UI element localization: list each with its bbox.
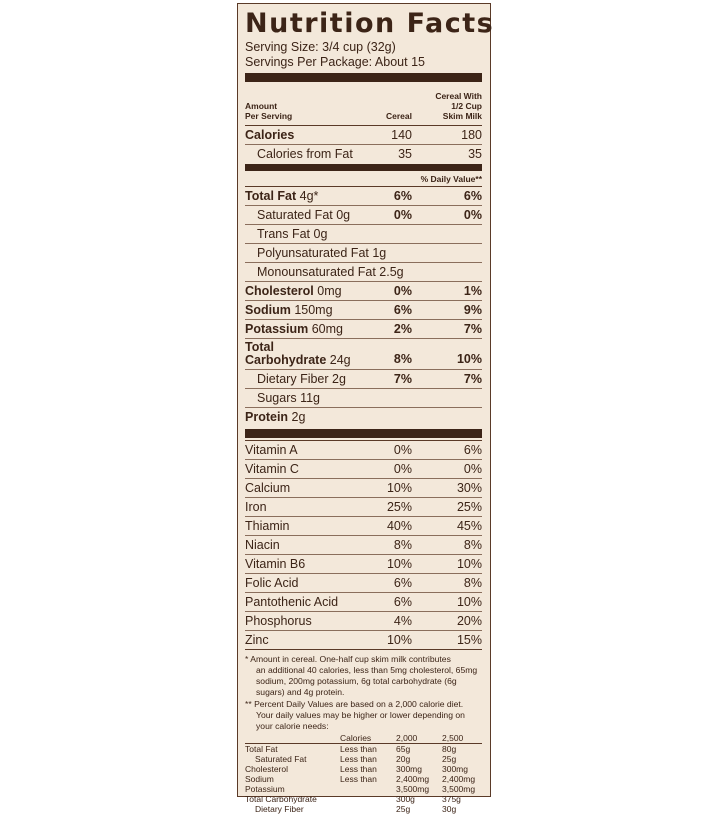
total-fat-name [245, 187, 318, 205]
vitamin-row [245, 497, 482, 516]
carb-row [245, 338, 482, 369]
vitamin-milk: 30% [456, 481, 482, 495]
daily-value-table-cell: 300mg [396, 764, 422, 774]
vitamin-cereal: 10% [386, 557, 412, 571]
vitamins-list [245, 440, 482, 649]
vitamin-milk: 20% [456, 614, 482, 628]
potassium-amount: 60mg [311, 322, 343, 336]
daily-value-table-row [245, 804, 482, 814]
vitamin-cereal: 6% [393, 576, 412, 590]
daily-value-table-cell: Total Carbohydrate [245, 794, 317, 804]
servings-per-package: Servings Per Package: About 15 [245, 55, 425, 69]
trans-fat-row [245, 224, 482, 243]
daily-value-table-cell: Cholesterol [245, 764, 288, 774]
footnote2-first: ** Percent Daily Values are based on a 2,000 calorie diet. [245, 699, 464, 709]
daily-value-table-cell: Less than [340, 774, 377, 784]
daily-value-table-cell: 2,400mg [396, 774, 430, 784]
protein-row [245, 407, 482, 426]
calories-fat-row [245, 144, 482, 163]
vitamin-milk: 8% [463, 538, 482, 552]
vitamin-name: Folic Acid [245, 576, 299, 590]
col2-line2: 1/2 Cup [451, 101, 482, 111]
vitamin-row [245, 611, 482, 630]
vitamin-cereal: 40% [386, 519, 412, 533]
vitamin-name: Phosphorus [245, 614, 312, 628]
vitamin-name: Vitamin C [245, 462, 299, 476]
vitamin-cereal: 0% [393, 443, 412, 457]
sodium-label: Sodium [245, 303, 291, 317]
fiber-cereal: 7% [393, 372, 412, 386]
vitamin-row [245, 535, 482, 554]
vitamin-milk: 10% [456, 595, 482, 609]
daily-value-header: % Daily Value** [420, 174, 482, 184]
calories-milk: 180 [461, 128, 482, 142]
daily-value-table-cell: 300g [396, 794, 415, 804]
protein-amount: 2g [291, 410, 306, 424]
daily-value-table-cell: 30g [442, 804, 457, 814]
col2-line3: Skim Milk [442, 111, 482, 121]
calories-fat-milk: 35 [468, 147, 482, 161]
protein-name [245, 408, 305, 426]
vitamin-row [245, 554, 482, 573]
cholesterol-cereal: 0% [393, 284, 412, 298]
vitamin-milk: 45% [456, 519, 482, 533]
fiber-label: Dietary Fiber 2g [257, 372, 346, 386]
daily-value-table-row [245, 774, 482, 784]
vitamin-cereal: 10% [386, 481, 412, 495]
sodium-row [245, 300, 482, 319]
carb-label-line1: Total [245, 340, 274, 354]
footnote1-first: * Amount in cereal. One-half cup skim milk contributes [245, 654, 451, 664]
vitamin-row [245, 630, 482, 649]
potassium-name [245, 320, 343, 338]
serving-size: Serving Size: 3/4 cup (32g) [245, 40, 396, 54]
daily-value-table-cell: 25g [442, 754, 457, 764]
total-fat-row [245, 186, 482, 205]
daily-value-table-cell: 3,500mg [442, 784, 476, 794]
sat-fat-row [245, 205, 482, 224]
vitamin-milk: 15% [456, 633, 482, 647]
vitamin-cereal: 6% [393, 595, 412, 609]
vitamin-milk: 10% [456, 557, 482, 571]
vitamin-name: Zinc [245, 633, 269, 647]
vitamin-row [245, 440, 482, 459]
column-cereal-milk [435, 91, 482, 121]
vitamin-row [245, 592, 482, 611]
sodium-name [245, 301, 333, 319]
sodium-amount: 150mg [294, 303, 333, 317]
daily-value-table-cell: Total Fat [245, 744, 278, 754]
divider-thick [245, 73, 482, 82]
sat-fat-cereal: 0% [393, 208, 412, 222]
per-serving-label: Per Serving [245, 111, 293, 121]
daily-value-table-cell: 25g [396, 804, 411, 814]
daily-value-table-row [245, 764, 482, 774]
calories-cereal: 140 [391, 128, 412, 142]
cholesterol-amount: 0mg [317, 284, 342, 298]
daily-value-table-cell: 300mg [442, 764, 468, 774]
daily-value-table-cell: 2,500 [442, 733, 464, 743]
daily-value-table-cell: 375g [442, 794, 461, 804]
trans-fat-label: Trans Fat 0g [257, 227, 328, 241]
sodium-cereal: 6% [393, 303, 412, 317]
vitamin-milk: 25% [456, 500, 482, 514]
sodium-milk: 9% [463, 303, 482, 317]
vitamin-cereal: 8% [393, 538, 412, 552]
footnote2-rest: Your daily values may be higher or lower depending on your calorie needs: [256, 710, 465, 731]
daily-value-table-cell: Less than [340, 764, 377, 774]
poly-fat-row [245, 243, 482, 262]
total-fat-cereal: 6% [393, 189, 412, 203]
cholesterol-row [245, 281, 482, 300]
divider-medium [245, 164, 482, 171]
potassium-cereal: 2% [393, 322, 412, 336]
amount-label: Amount [245, 101, 278, 111]
daily-value-table-row [245, 744, 482, 754]
cholesterol-label: Cholesterol [245, 284, 314, 298]
vitamin-row [245, 516, 482, 535]
vitamin-name: Vitamin A [245, 443, 298, 457]
carb-name [245, 341, 351, 367]
daily-value-table-cell: Less than [340, 754, 377, 764]
calories-fat-cereal: 35 [398, 147, 412, 161]
potassium-row [245, 319, 482, 338]
carb-amount: 24g [329, 353, 351, 367]
daily-value-table-cell: Dietary Fiber [255, 804, 304, 814]
fiber-row [245, 369, 482, 388]
daily-value-table [245, 733, 482, 814]
daily-value-table-cell: Calories [340, 733, 372, 743]
carb-label-line2: Carbohydrate [245, 353, 327, 367]
vitamin-name: Calcium [245, 481, 291, 495]
daily-value-table-header [245, 733, 482, 744]
divider-thin [245, 649, 482, 650]
carb-cereal: 8% [393, 352, 412, 366]
daily-value-table-cell: 2,000 [396, 733, 418, 743]
sugars-label: Sugars 11g [257, 391, 321, 405]
total-fat-milk: 6% [463, 189, 482, 203]
vitamin-milk: 0% [463, 462, 482, 476]
cholesterol-milk: 1% [463, 284, 482, 298]
vitamin-cereal: 10% [386, 633, 412, 647]
total-fat-amount: 4g* [299, 189, 319, 203]
daily-value-table-row [245, 754, 482, 764]
protein-label: Protein [245, 410, 289, 424]
daily-value-table-cell: 3,500mg [396, 784, 430, 794]
column-header [245, 84, 482, 125]
sugars-row [245, 388, 482, 407]
daily-value-table-cell: Potassium [245, 784, 285, 794]
amount-per-serving [245, 101, 292, 121]
mono-fat-row [245, 262, 482, 281]
daily-value-table-cell: 2,400mg [442, 774, 476, 784]
vitamin-name: Vitamin B6 [245, 557, 306, 571]
calories-row [245, 125, 482, 144]
daily-value-table-cell: 80g [442, 744, 457, 754]
potassium-milk: 7% [463, 322, 482, 336]
potassium-label: Potassium [245, 322, 309, 336]
sat-fat-milk: 0% [463, 208, 482, 222]
divider-thick-vitamins [245, 429, 482, 438]
vitamin-name: Iron [245, 500, 267, 514]
label-title: Nutrition Facts [245, 8, 495, 39]
total-fat-label: Total Fat [245, 189, 297, 203]
calories-label: Calories [245, 128, 295, 142]
vitamin-name: Pantothenic Acid [245, 595, 339, 609]
vitamin-row [245, 478, 482, 497]
vitamin-cereal: 0% [393, 462, 412, 476]
carb-milk: 10% [456, 352, 482, 366]
vitamin-row [245, 459, 482, 478]
cholesterol-name [245, 282, 342, 300]
daily-value-table-cell: 65g [396, 744, 411, 754]
footnote-amount [245, 654, 482, 698]
vitamin-row [245, 573, 482, 592]
vitamin-name: Thiamin [245, 519, 290, 533]
vitamin-cereal: 4% [393, 614, 412, 628]
vitamin-milk: 6% [463, 443, 482, 457]
col2-line1: Cereal With [435, 91, 482, 101]
sat-fat-label: Saturated Fat 0g [257, 208, 351, 222]
vitamin-milk: 8% [463, 576, 482, 590]
vitamin-name: Niacin [245, 538, 280, 552]
daily-value-table-cell: Less than [340, 744, 377, 754]
daily-value-table-cell: Saturated Fat [255, 754, 307, 764]
daily-value-table-cell: 20g [396, 754, 411, 764]
mono-fat-label: Monounsaturated Fat 2.5g [257, 265, 404, 279]
daily-value-table-cell: Sodium [245, 774, 274, 784]
column-cereal: Cereal [386, 111, 412, 121]
daily-value-table-row [245, 794, 482, 804]
calories-fat-label: Calories from Fat [257, 147, 353, 161]
footnote-daily-values [245, 699, 482, 732]
daily-value-table-row [245, 784, 482, 794]
nutrition-label [237, 3, 495, 814]
footnote1-rest: an additional 40 calories, less than 5mg cholesterol, 65mg sodium, 200mg potassium, 6g total carbohydrate (6g sugars) and 4g protein. [256, 665, 478, 697]
poly-fat-label: Polyunsaturated Fat 1g [257, 246, 387, 260]
fiber-milk: 7% [463, 372, 482, 386]
vitamin-cereal: 25% [386, 500, 412, 514]
